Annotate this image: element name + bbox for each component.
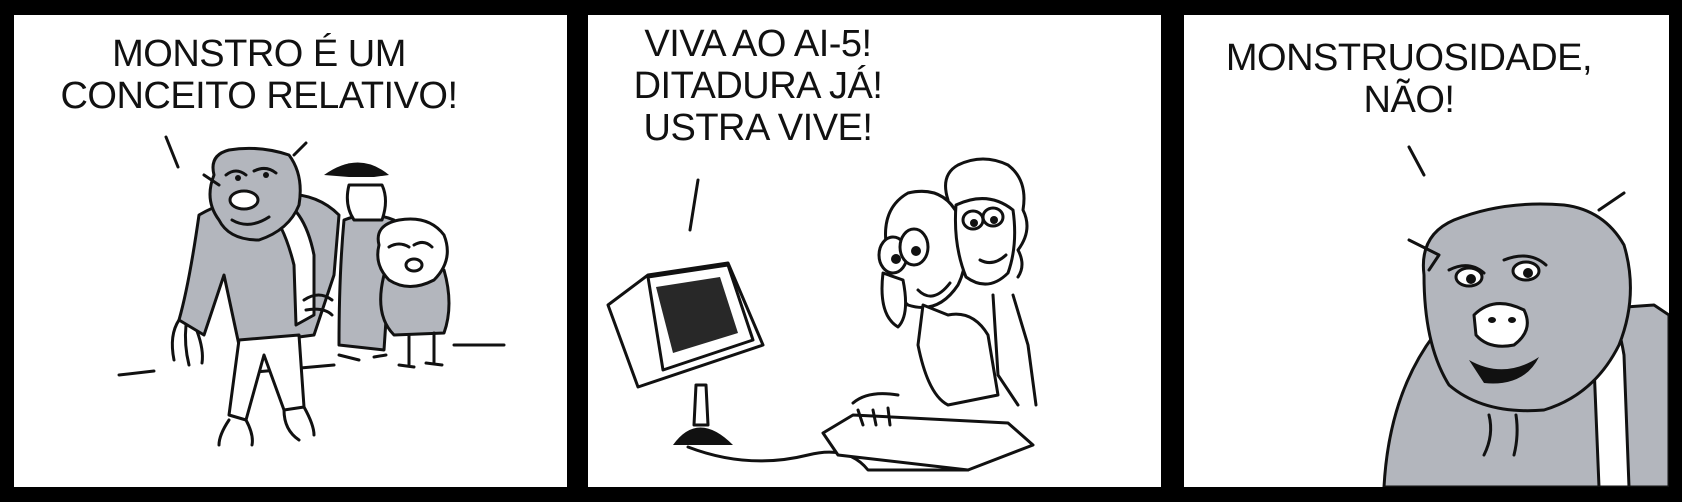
keyboard xyxy=(823,415,1033,470)
small-imp xyxy=(378,219,449,367)
panel-3-illustration xyxy=(1184,15,1669,487)
speech-tick xyxy=(166,137,178,167)
panel-3 xyxy=(1184,15,1669,487)
monster-character xyxy=(172,143,339,445)
panel-3-speech: MONSTRUOSIDADE, NÃO! xyxy=(1225,37,1593,121)
speech-tick xyxy=(1409,147,1424,175)
panel-2 xyxy=(588,15,1161,487)
speech-tick xyxy=(690,180,698,230)
panel-1 xyxy=(14,15,567,487)
monster-closeup xyxy=(1384,193,1669,487)
panel-2-illustration xyxy=(588,15,1161,487)
panel-1-speech: MONSTRO É UM CONCEITO RELATIVO! xyxy=(60,33,458,117)
panel-1-illustration xyxy=(14,15,567,487)
panel-2-speech: VIVA AO AI-5! DITADURA JÁ! USTRA VIVE! xyxy=(633,23,883,149)
